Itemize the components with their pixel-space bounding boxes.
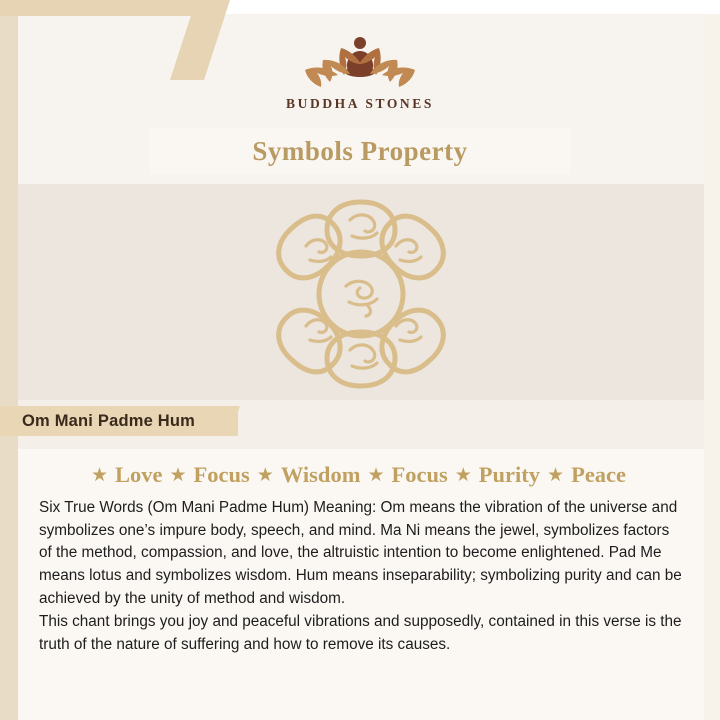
mandala-area: [18, 184, 704, 400]
star-icon: ★: [454, 464, 472, 486]
keyword-wisdom: Wisdom: [280, 462, 361, 487]
title-banner: [150, 128, 570, 174]
keyword-focus-1: Focus: [193, 462, 250, 487]
keyword-love: Love: [114, 462, 163, 487]
description-text: [18, 488, 704, 656]
keyword-peace: Peace: [571, 462, 627, 487]
description-panel: [18, 449, 704, 720]
keyword-list: [18, 449, 704, 488]
star-icon: ★: [90, 464, 108, 486]
paragraph-chant: This chant brings you joy and peaceful vibrations and supposedly, contained in this verse is the truth of the nature of suffering and how to remove its causes.: [39, 613, 682, 653]
symbol-name-label: Om Mani Padme Hum: [22, 411, 196, 430]
star-icon: ★: [547, 464, 565, 486]
brand-logo: [0, 26, 720, 112]
keyword-purity: Purity: [478, 462, 541, 487]
page-title: Symbols Property: [252, 135, 468, 166]
star-icon: ★: [169, 464, 187, 486]
keyword-focus-2: Focus: [391, 462, 448, 487]
symbol-name-ribbon: [0, 406, 238, 436]
brand-name: BUDDHA STONES: [286, 96, 434, 111]
star-icon: ★: [367, 464, 385, 486]
star-icon: ★: [256, 464, 274, 486]
om-mani-padme-hum-mandala-icon: [230, 194, 492, 394]
paragraph-meaning: Six True Words (Om Mani Padme Hum) Meaning: Om means the vibration of the universe and symbolizes one’s impure body, speech, and mind. Ma Ni means the jewel, symbolizes factors of the method, compassion, and love, the altruistic intention to become enlightened. Pad Me means lotus and symbolizes wisdom. Hum means inseparability; symbolizing purity and can be achieved by the unity of method and wisdom.: [39, 499, 682, 607]
corner-decor-top: [0, 0, 210, 16]
lotus-meditation-icon: [285, 26, 435, 92]
